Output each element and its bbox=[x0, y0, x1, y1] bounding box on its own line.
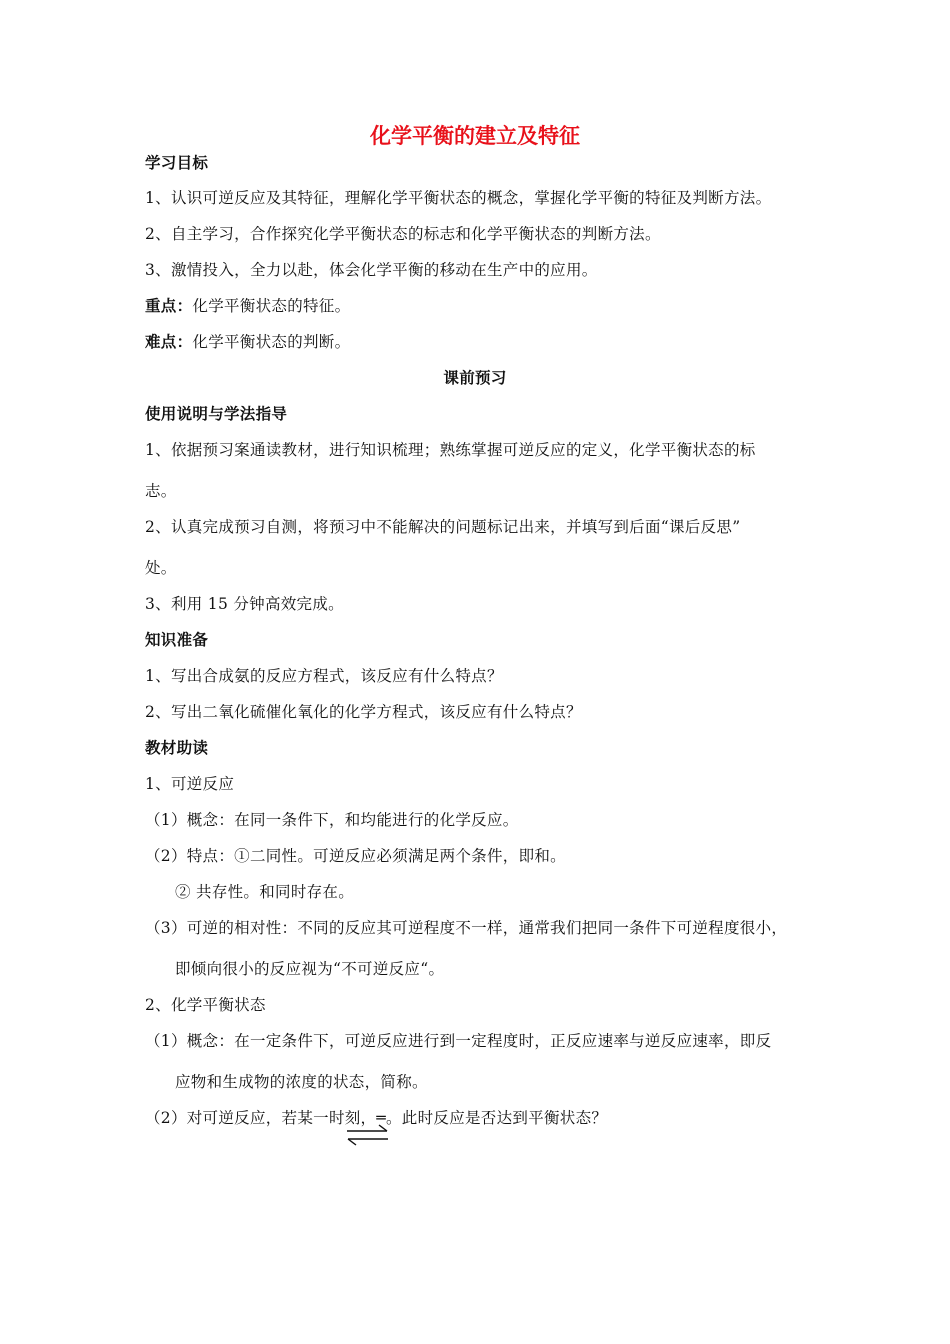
reading-line-6: 即倾向很小的反应视为“不可逆反应“。 bbox=[175, 960, 445, 978]
key-point bbox=[145, 296, 350, 316]
reading-line-8: （1）概念：在一定条件下，可逆反应进行到一定程度时，正反应速率与逆反应速率，即反 bbox=[145, 1032, 772, 1050]
difficulty-point-label: 难点： bbox=[145, 333, 193, 351]
knowledge-item-2: 2、写出二氧化硫催化氧化的化学方程式，该反应有什么特点？ bbox=[145, 703, 582, 721]
knowledge-item-1: 1、写出合成氨的反应方程式，该反应有什么特点？ bbox=[145, 667, 503, 685]
reading-line-1: 1、可逆反应 bbox=[145, 775, 235, 793]
reading-line-2: （1）概念：在同一条件下，和均能进行的化学反应。 bbox=[145, 811, 519, 829]
guide-item-3: 3、利用 15 分钟高效完成。 bbox=[145, 595, 344, 613]
guide-item-2: 2、认真完成预习自测，将预习中不能解决的问题标记出来，并填写到后面“课后反思” bbox=[145, 518, 741, 536]
difficulty-point-text: 化学平衡状态的判断。 bbox=[192, 333, 351, 351]
reading-line-5: （3）可逆的相对性：不同的反应其可逆程度不一样，通常我们把同一条件下可逆程度很小， bbox=[145, 919, 788, 937]
objective-item-2: 2、自主学习，合作探究化学平衡状态的标志和化学平衡状态的判断方法。 bbox=[145, 225, 661, 243]
objective-item-1: 1、认识可逆反应及其特征，理解化学平衡状态的概念，掌握化学平衡的特征及判断方法。 bbox=[145, 189, 772, 207]
reading-line-4: ② 共存性。和同时存在。 bbox=[175, 883, 355, 901]
objectives-heading: 学习目标 bbox=[145, 154, 209, 172]
page-title: 化学平衡的建立及特征 bbox=[370, 124, 580, 148]
guide-heading: 使用说明与学法指导 bbox=[145, 405, 288, 423]
reversible-arrow-icon bbox=[345, 1122, 391, 1148]
guide-item-1: 1、依据预习案通读教材，进行知识梳理；熟练掌握可逆反应的定义，化学平衡状态的标 bbox=[145, 441, 756, 459]
reading-line-9: 应物和生成物的浓度的状态，简称。 bbox=[175, 1073, 428, 1091]
key-point-text: 化学平衡状态的特征。 bbox=[192, 297, 351, 315]
guide-item-1-cont: 志。 bbox=[145, 482, 177, 500]
guide-item-2-cont: 处。 bbox=[145, 559, 177, 577]
difficulty-point bbox=[145, 332, 350, 352]
key-point-label: 重点： bbox=[145, 297, 193, 315]
reading-line-10: （2）对可逆反应，若某一时刻，═。此时反应是否达到平衡状态？ bbox=[145, 1109, 608, 1127]
reading-line-7: 2、化学平衡状态 bbox=[145, 996, 266, 1014]
reading-heading: 教材助读 bbox=[145, 739, 209, 757]
knowledge-heading: 知识准备 bbox=[145, 631, 209, 649]
objective-item-3: 3、激情投入，全力以赴，体会化学平衡的移动在生产中的应用。 bbox=[145, 261, 598, 279]
reading-line-3: （2）特点：①二同性。可逆反应必须满足两个条件，即和。 bbox=[145, 847, 566, 865]
preview-section-title: 课前预习 bbox=[443, 369, 507, 387]
